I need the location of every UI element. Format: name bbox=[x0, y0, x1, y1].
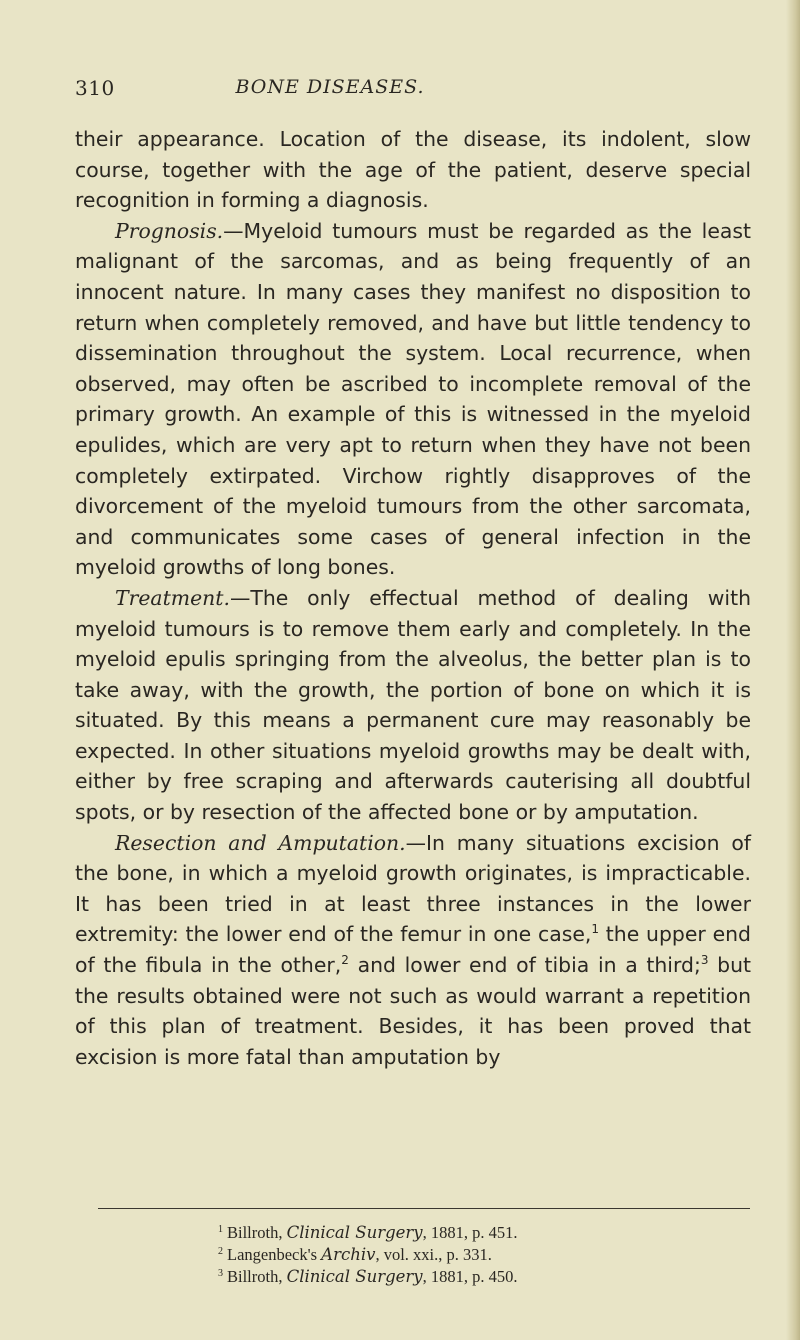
paragraph-resection: Resection and Amputation.—In many situations excision of the bone, in which a myeloid growth originates, is impracticable. It has been tried in at least three instances in the lower extremity: the lower end of the femur in one case,$^1$ the upper end of the fibula in the other,$^2$ and lower end of tibia in a third;$^3$ but the results obtained were not such as would warrant a repetition of this plan of treatment. Besides, it has been proved that excision is more fatal than amputation by bbox=[75, 830, 751, 1069]
page-number: 310 bbox=[75, 76, 115, 100]
paragraph-treatment: Treatment.—The only effectual method of dealing with myeloid tumours is to remove them early and completely. In the myeloid epulis springing from the alveolus, the better plan is to take away, with the growth, the portion of bone on which it is situated. By this means a permanent cure may reasonably be expected. In other situations myeloid growths may be dealt with, either by free scraping and afterwards cauterising all doubtful spots, or by resection of the affected bone or by amputation. bbox=[75, 585, 751, 825]
paragraph-prognosis: Prognosis.—Myeloid tumours must be regarded as the least malignant of the sarcomas, and as being frequently of an innocent nature. In many cases they manifest no disposition to return when completely removed, and have but little tendency to dissemination throughout the system. Local recurrence, when observed, may often be ascribed to incomplete removal of the primary growth. An example of this is witnessed in the myeloid epulides, which are very apt to return when they have not been completely extirpated. Virchow rightly disapproves of the divorcement of the myeloid tumours from the other sarcomata, and communicates some cases of general infection in the myeloid growths of long bones. bbox=[75, 218, 751, 580]
footnote-1: $^1$ Billroth, Clinical Surgery, 1881, p. 451. bbox=[218, 1223, 518, 1242]
footnote-ref-2[interactable]: 2 bbox=[341, 953, 349, 968]
body-text bbox=[75, 124, 751, 1072]
footnotes bbox=[218, 1222, 738, 1288]
resection-heading: Resection and Amputation. bbox=[115, 830, 406, 855]
running-head: BONE DISEASES. bbox=[235, 76, 425, 98]
treatment-heading: Treatment. bbox=[115, 585, 230, 610]
footnote-2: $^2$ Langenbeck's Archiv, vol. xxi., p. 331. bbox=[218, 1245, 492, 1264]
page-header bbox=[0, 76, 800, 106]
footnote-rule bbox=[98, 1208, 750, 1209]
page-edge-shadow bbox=[786, 0, 800, 1340]
footnote-ref-3[interactable]: 3 bbox=[700, 953, 709, 968]
paragraph-continuation: their appearance. Location of the disease, its indolent, slow course, together with the age of the patient, deserve special recognition in forming a diagnosis. bbox=[75, 127, 751, 213]
footnote-3: $^3$ Billroth, Clinical Surgery, 1881, p. 450. bbox=[218, 1267, 518, 1286]
prognosis-heading: Prognosis. bbox=[115, 218, 224, 243]
footnote-ref-1[interactable]: 1 bbox=[591, 922, 599, 937]
